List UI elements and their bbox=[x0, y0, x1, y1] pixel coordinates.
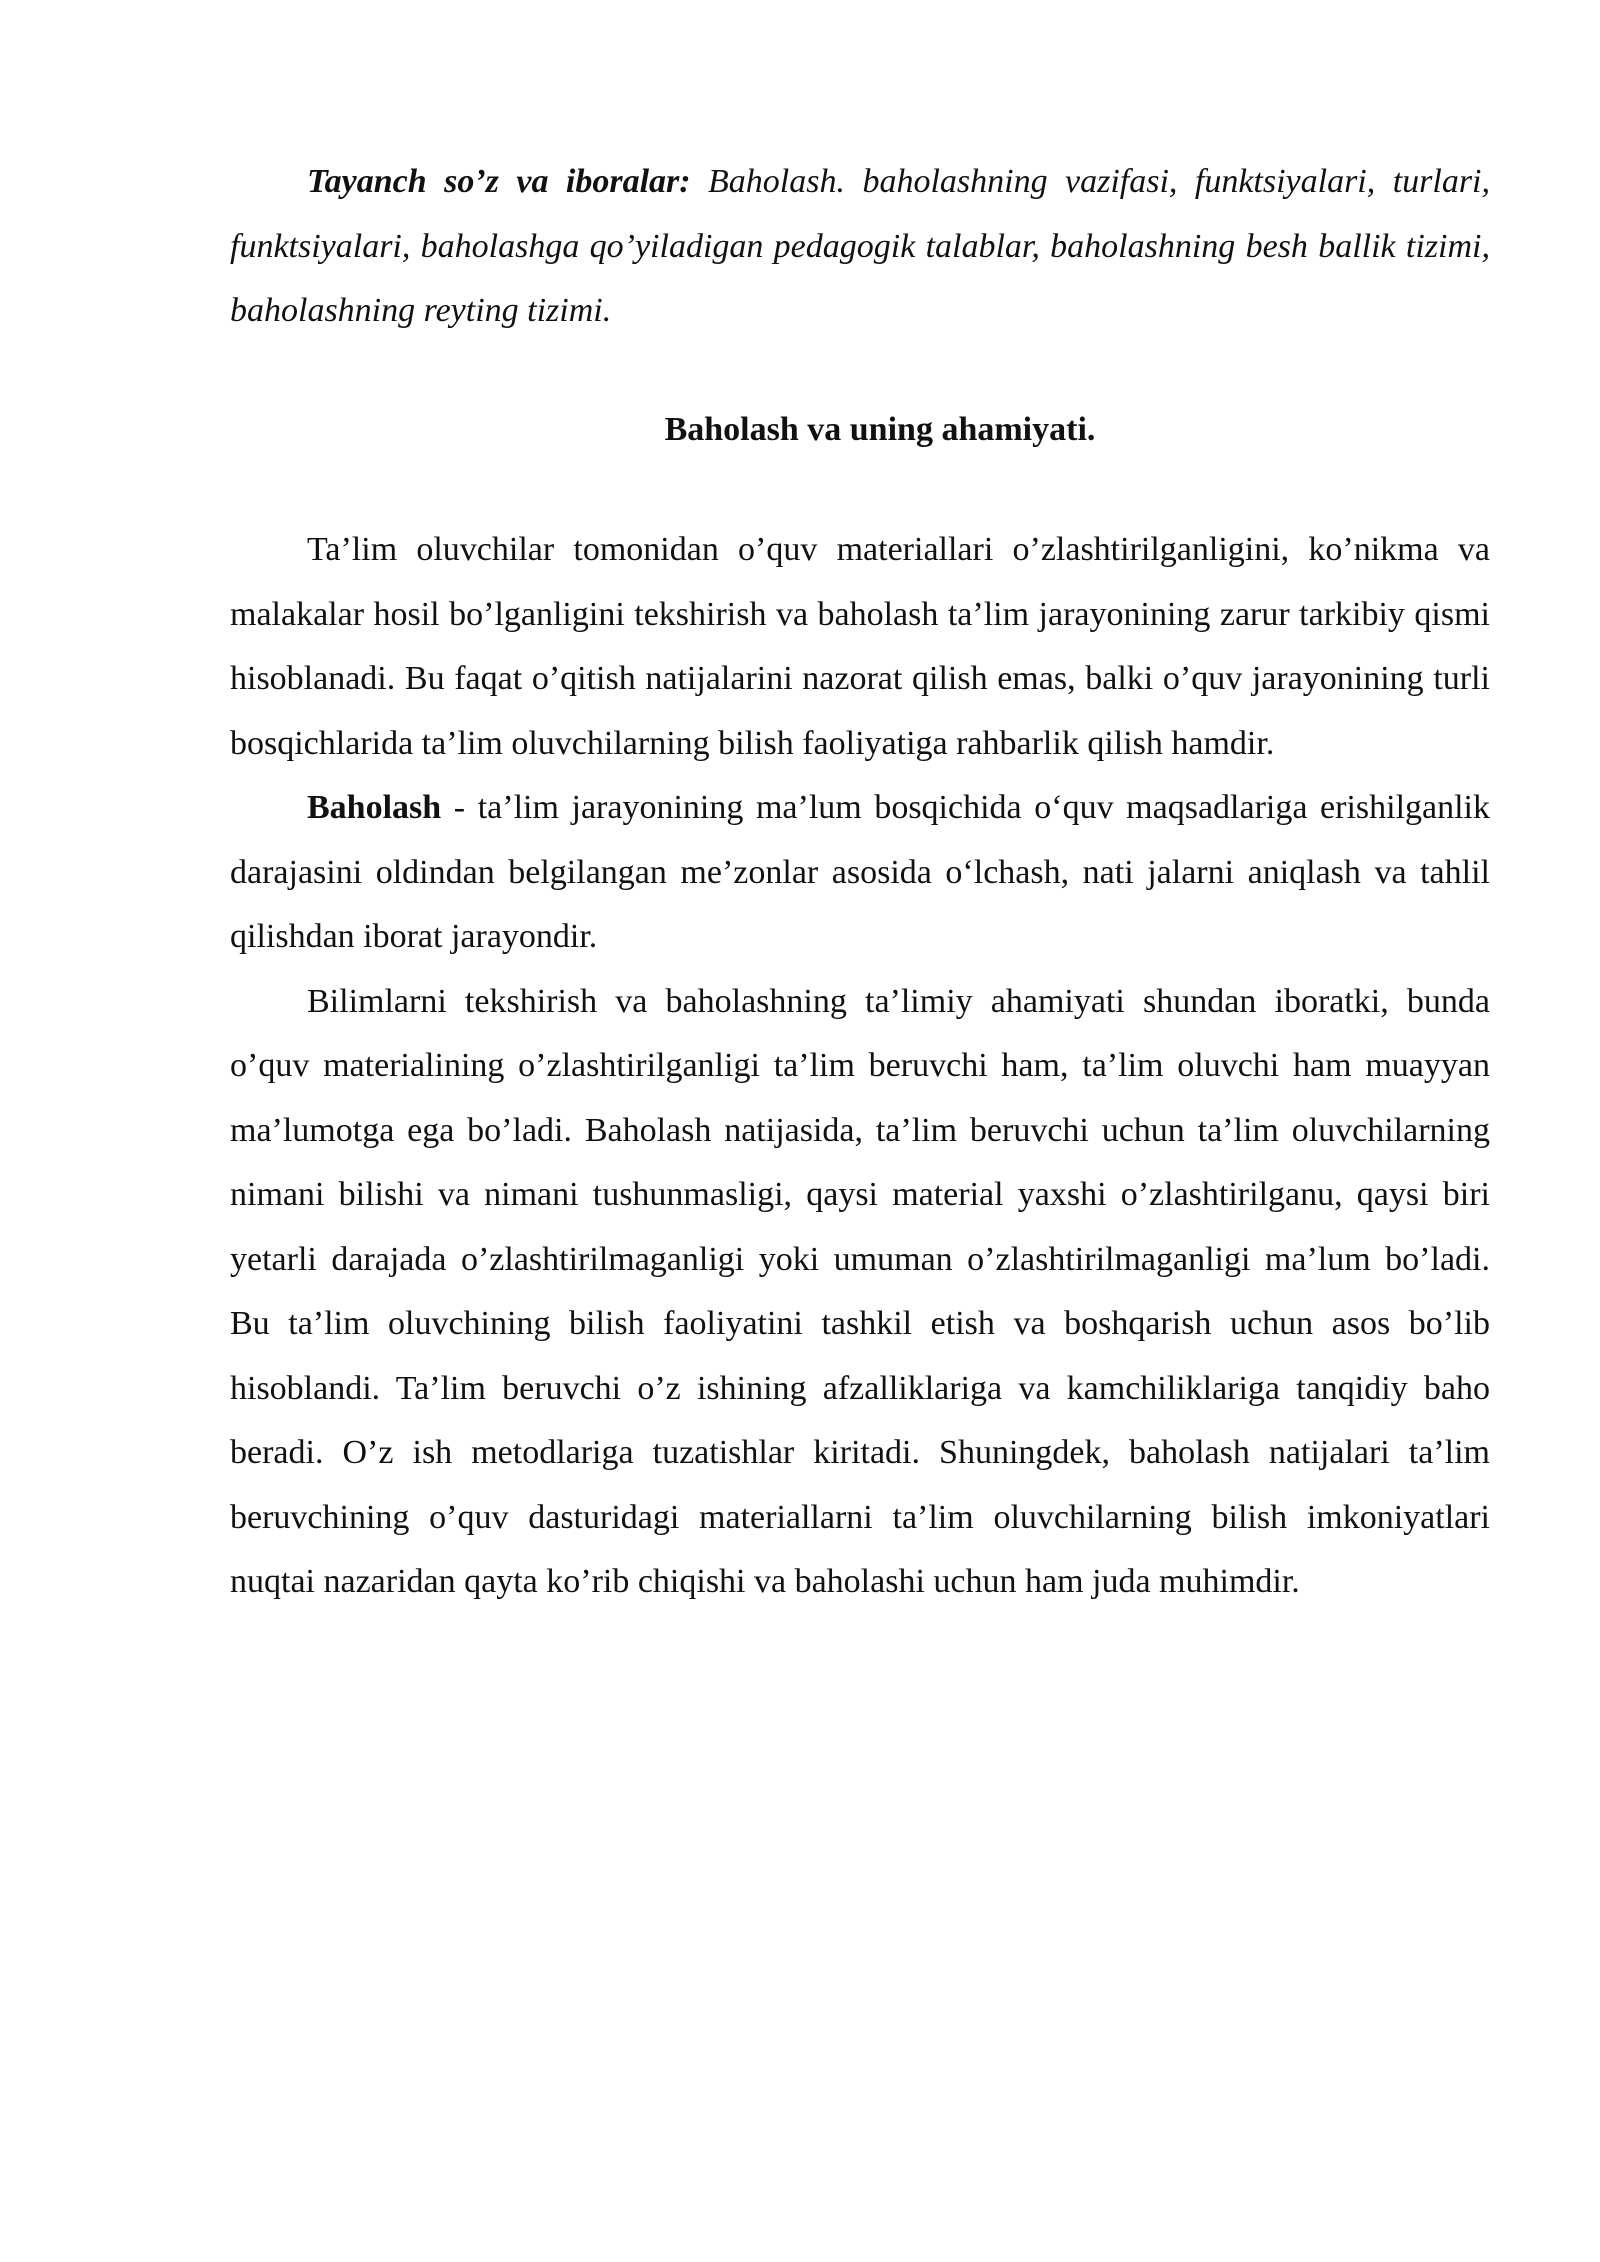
page-content bbox=[230, 150, 1490, 1615]
paragraph-significance: Bilimlarni tekshirish va baholashning ta’limiy ahamiyati shundan iboratki, bunda o’quv materialining o’zlashtirilganligi ta’lim beruvchi ham, ta’lim oluvchi ham muayyan ma’lumotga ega bo’ladi. Baholash natijasida, ta’lim beruvchi uchun ta’lim oluvchilarning nimani bilishi va nimani tushunmasligi, qaysi material yaxshi o’zlashtirilganu, qaysi biri yetarli darajada o’zlashtirilmaganligi yoki umuman o’zlashtirilmaganligi ma’lum bo’ladi. Bu ta’lim oluvchining bilish faoliyatini tashkil etish va boshqarish uchun asos bo’lib hisoblandi. Ta’lim beruvchi o’z ishining afzalliklariga va kamchiliklariga tanqidiy baho beradi. O’z ish metodlariga tuzatishlar kiritadi. Shuningdek, baholash natijalari ta’lim beruvchining o’quv dasturidagi materiallarni ta’lim oluvchilarning bilish imkoniyatlari nuqtai nazaridan qayta ko’rib chiqishi va baholashi uchun ham juda muhimdir. bbox=[230, 982, 1490, 1600]
keywords-text: Baholash. baholashning vazifasi, funktsiyalari, turlari, funktsiyalari, baholashga qo’yiladigan pedagogik talablar, baholashning besh ballik tizimi, baholashning reyting tizimi. bbox=[230, 163, 1491, 329]
section-heading: Baholash va uning ahamiyati. bbox=[664, 410, 1096, 448]
keywords-paragraph bbox=[230, 150, 1490, 344]
paragraph-definition bbox=[230, 776, 1490, 970]
definition-term: Baholash bbox=[307, 789, 442, 826]
definition-text: - ta’lim jarayonining ma’lum bosqichida o‘quv maqsadlariga erishilganlik darajasini oldindan belgilangan me’zonlar asosida o‘lchash, nati jalarni aniqlash va tahlil qilishdan iborat jarayondir. bbox=[230, 789, 1490, 955]
paragraph-intro: Ta’lim oluvchilar tomonidan o’quv materiallari o’zlashtirilganligini, ko’nikma va malakalar hosil bo’lganligini tekshirish va baholash ta’lim jarayonining zarur tarkibiy qismi hisoblanadi. Bu faqat o’qitish natijalarini nazorat qilish emas, balki o’quv jarayonining turli bosqichlarida ta’lim oluvchilarning bilish faoliyatiga rahbarlik qilish hamdir. bbox=[230, 531, 1490, 762]
keywords-label: Tayanch so’z va iboralar: bbox=[307, 163, 691, 200]
